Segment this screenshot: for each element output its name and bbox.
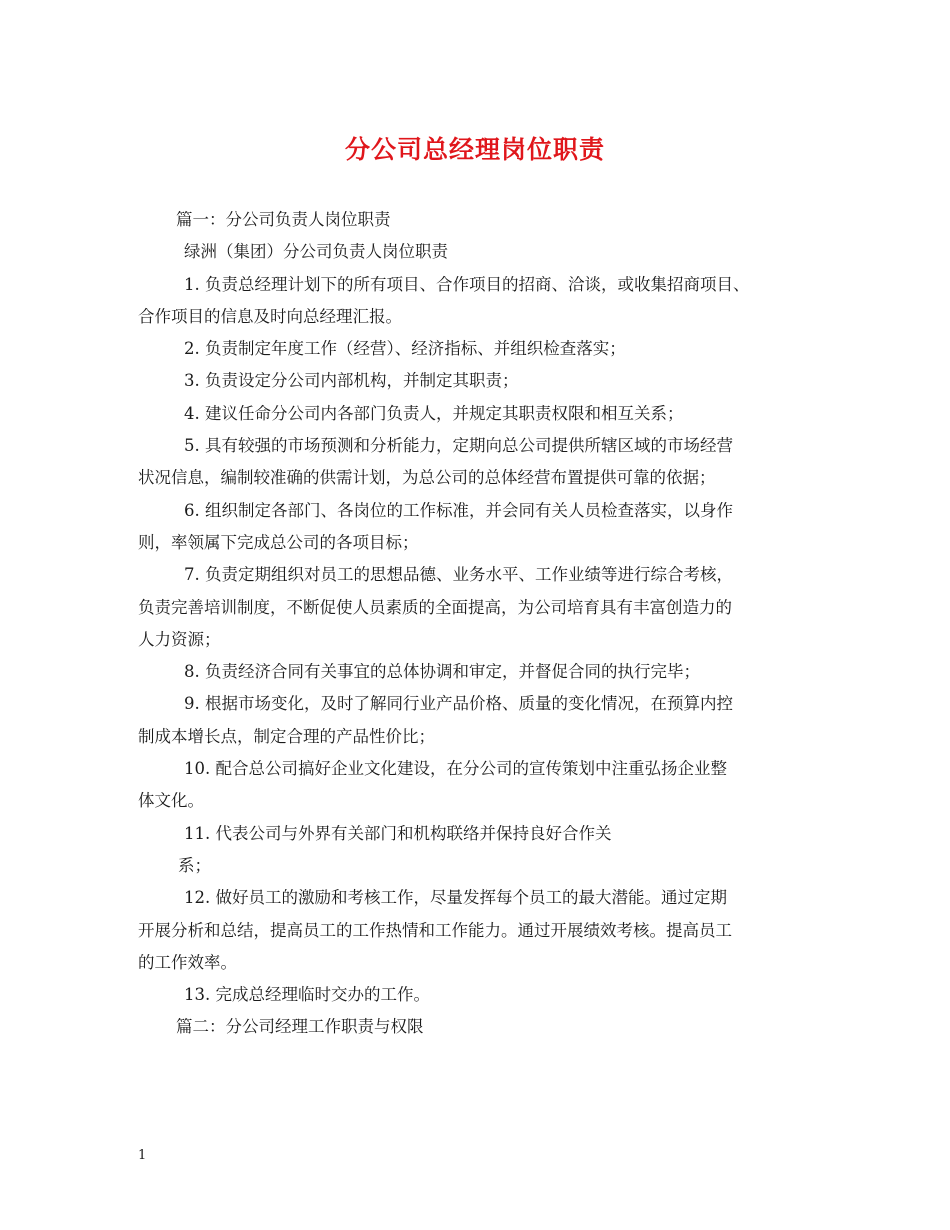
body-line-13: 负责完善培训制度，不断促使人员素质的全面提高，为公司培育具有丰富创造力的 [138,597,732,617]
body-line-2: 绿洲（集团）分公司负责人岗位职责 [184,242,448,262]
body-line-21: 系； [178,855,211,875]
body-line-22: 12. 做好员工的激励和考核工作，尽量发挥每个员工的最大潜能。通过定期 [184,888,727,908]
body-line-20: 11. 代表公司与外界有关部门和机构联络并保持良好合作关 [184,823,612,843]
body-line-25: 13. 完成总经理临时交办的工作。 [184,985,430,1005]
body-line-26: 篇二：分公司经理工作职责与权限 [176,1017,424,1037]
body-line-16: 9. 根据市场变化，及时了解同行业产品价格、质量的变化情况，在预算内控 [184,694,733,714]
body-line-8: 5. 具有较强的市场预测和分析能力，定期向总公司提供所辖区域的市场经营 [184,436,733,456]
body-line-12: 7. 负责定期组织对员工的思想品德、业务水平、工作业绩等进行综合考核， [184,565,733,585]
body-line-1: 篇一：分公司负责人岗位职责 [176,210,391,229]
body-line-9: 状况信息，编制较准确的供需计划，为总公司的总体经营布置提供可靠的依据； [138,468,716,488]
page-number: 1 [138,1148,147,1163]
body-line-10: 6. 组织制定各部门、各岗位的工作标准，并会同有关人员检查落实，以身作 [184,500,733,520]
body-line-17: 制成本增长点，制定合理的产品性价比； [138,726,435,746]
body-line-5: 2. 负责制定年度工作（经营）、经济指标、并组织检查落实； [184,339,626,359]
body-line-19: 体文化。 [138,791,204,811]
body-line-15: 8. 负责经济合同有关事宜的总体协调和审定，并督促合同的执行完毕； [184,662,700,682]
document-title: 分公司总经理岗位职责 [344,135,605,164]
document-body [138,204,828,1044]
body-line-18: 10. 配合总公司搞好企业文化建设，在分公司的宣传策划中注重弘扬企业整 [184,759,727,779]
body-line-3: 1. 负责总经理计划下的所有项目、合作项目的招商、洽谈，或收集招商项目、 [184,274,750,294]
body-line-23: 开展分析和总结，提高员工的工作热情和工作能力。通过开展绩效考核。提高员工 [138,920,732,940]
body-line-6: 3. 负责设定分公司内部机构，并制定其职责； [184,371,519,391]
body-line-7: 4. 建议任命分公司内各部门负责人，并规定其职责权限和相互关系； [184,403,684,423]
body-line-11: 则，率领属下完成总公司的各项目标； [138,532,419,552]
body-line-14: 人力资源； [138,629,221,649]
body-line-4: 合作项目的信息及时向总经理汇报。 [138,306,402,326]
body-line-24: 的工作效率。 [138,952,237,972]
